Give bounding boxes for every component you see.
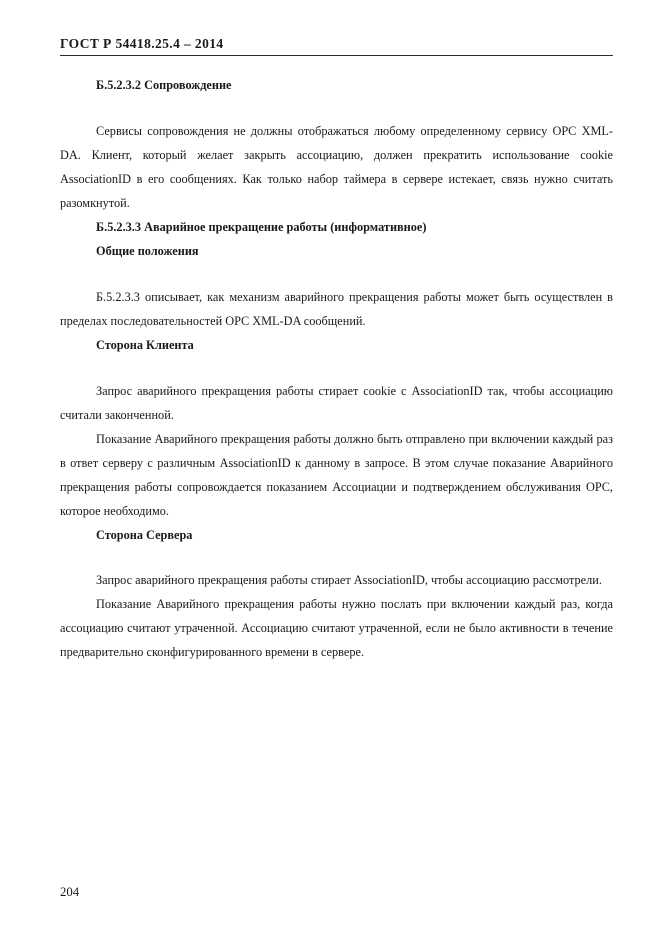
paragraph-client-indication: Показание Аварийного прекращения работы должно быть отправлено при включении каждый раз в ответ серверу с различным AssociationID к данному в запросе. В этом случае показание Аварийного прекращения работы сопровождается показанием Ассоциации и подтверждением обслуживания OPC, которое необходимо. [60, 431, 613, 518]
section-heading-maintenance: Б.5.2.3.2 Сопровождение [96, 78, 232, 92]
document-body [60, 74, 613, 665]
paragraph-client-request: Запрос аварийного прекращения работы стирает cookie с AssociationID так, чтобы ассоциацию считали законченной. [60, 383, 613, 422]
subsection-heading-client-side: Сторона Клиента [96, 337, 194, 352]
paragraph-general: Б.5.2.3.3 описывает, как механизм аварийного прекращения работы может быть осуществлен в пределах последовательностей OPC XML-DA сообщений. [60, 289, 613, 328]
paragraph-maintenance: Сервисы сопровождения не должны отображаться любому определенному сервису OPC XML-DA. Клиент, который желает закрыть ассоциацию, должен прекратить использование cookie AssociationID в его сообщениях. Как только набор таймера в сервере истекает, связь нужно считать разомкнутой. [60, 123, 613, 210]
paragraph-server-indication: Показание Аварийного прекращения работы нужно послать при включении каждый раз, когда ассоциацию считают утраченной. Ассоциацию считают утраченной, если не было активности в течение предварительно сконфигурированного времени в сервере. [60, 597, 613, 660]
page-header-standard-number: ГОСТ Р 54418.25.4 – 2014 [60, 36, 613, 56]
page-number: 204 [60, 885, 80, 900]
section-heading-abort: Б.5.2.3.3 Аварийное прекращение работы (информативное) [96, 219, 427, 234]
paragraph-server-request: Запрос аварийного прекращения работы стирает AssociationID, чтобы ассоциацию рассмотрели. [96, 573, 602, 588]
subsection-heading-general: Общие положения [96, 243, 199, 258]
subsection-heading-server-side: Сторона Сервера [96, 527, 193, 542]
